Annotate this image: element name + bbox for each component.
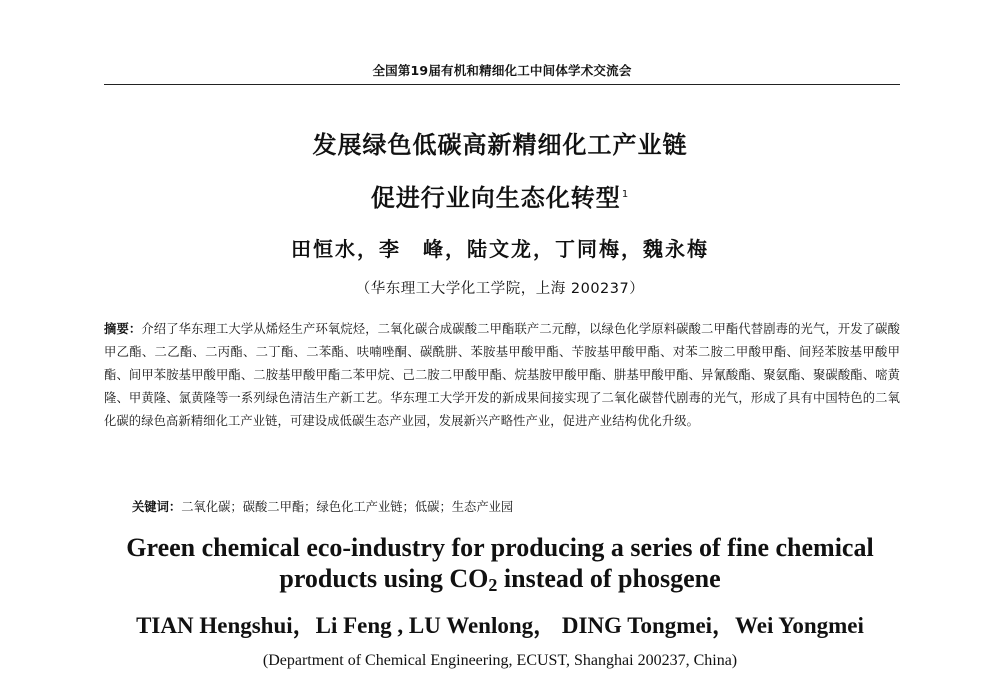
title-zh-line2	[0, 178, 1000, 213]
abstract	[104, 318, 900, 433]
title-en	[0, 532, 1000, 601]
affiliation-zh: （华东理工大学化工学院，上海 200237）	[355, 281, 645, 297]
authors-zh: 田恒水，李 峰，陆文龙，丁同梅，魏永梅	[291, 237, 709, 261]
affiliation-en: (Department of Chemical Engineering, ECUST, Shanghai 200237, China)	[262, 652, 738, 669]
keywords-text: 二氧化碳；碳酸二甲酯；绿色化工产业链；低碳；生态产业园	[181, 500, 514, 514]
keywords	[132, 497, 892, 515]
keywords-label: 关键词：	[132, 500, 182, 514]
title-en-line1: Green chemical eco-industry for producing a series of fine chemical	[126, 533, 874, 562]
title-en-line2	[0, 563, 1000, 601]
footnote-mark: 1	[621, 189, 630, 200]
running-header: 全国第19届有机和精细化工中间体学术交流会	[372, 63, 632, 78]
title-zh-line1: 发展绿色低碳高新精细化工产业链	[312, 131, 688, 159]
authors-en: TIAN Hengshui，Li Feng , LU Wenlong， DING Tongmei，Wei Yongmei	[136, 613, 864, 638]
abstract-label: 摘要：	[104, 322, 142, 336]
title-en-line2-after: instead of phosgene	[497, 564, 721, 593]
title-en-line2-before: products using CO	[279, 564, 489, 593]
abstract-text: 介绍了华东理工大学从烯烃生产环氧烷烃，二氧化碳合成碳酸二甲酯联产二元醇，以绿色化学原料碳酸二甲酯代替剧毒的光气，开发了碳酸甲乙酯、二乙酯、二丙酯、二丁酯、二苯酯、呋喃唑酮、碳酰肼、苯胺基甲酸甲酯、苄胺基甲酸甲酯、对苯二胺二甲酸甲酯、间羟苯胺基甲酸甲酯、间甲苯胺基甲酸甲酯、二胺基甲酸甲酯二苯甲烷、己二胺二甲酸甲酯、烷基胺甲酸甲酯、肼基甲酸甲酯、异氰酸酯、聚氨酯、聚碳酸酯、嘧黄隆、甲黄隆、氯黄隆等一系列绿色清洁生产新工艺。华东理工大学开发的新成果间接实现了二氧化碳替代剧毒的光气，形成了具有中国特色的二氧化碳的绿色高新精细化工产业链，可建设成低碳生态产业园，发展新兴产略性产业，促进产业结构优化升级。	[104, 322, 900, 428]
title-zh-line2-text: 促进行业向生态化转型	[370, 184, 621, 212]
header-rule	[104, 84, 900, 85]
title-en-line2-sub: 2	[488, 575, 498, 595]
